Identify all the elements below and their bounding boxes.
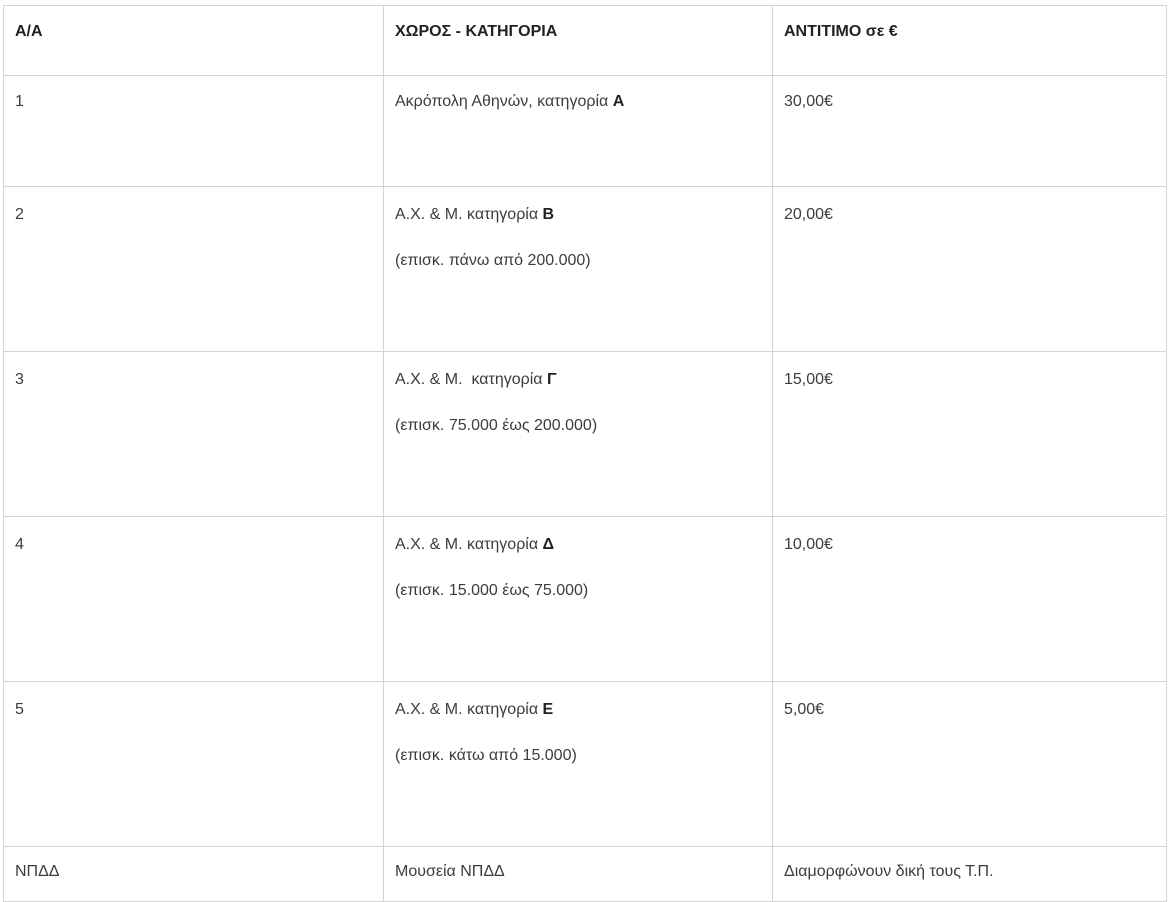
row-price: 30,00€ xyxy=(773,76,1167,187)
visitors-note: (επισκ. 75.000 έως 200.000) xyxy=(395,417,598,434)
row-number: ΝΠΔΔ xyxy=(4,847,384,902)
header-number: Α/Α xyxy=(4,6,384,76)
row-place xyxy=(384,682,773,847)
table-row xyxy=(4,76,1167,187)
row-number: 3 xyxy=(4,352,384,517)
row-place xyxy=(384,352,773,517)
place-label: Α.Χ. & Μ. κατηγορία xyxy=(395,206,543,223)
table-row xyxy=(4,517,1167,682)
category-letter: Ε xyxy=(542,701,554,718)
place-label: Α.Χ. & Μ. κατηγορία xyxy=(395,701,543,718)
table-header-row xyxy=(4,6,1167,76)
place-label: Μουσεία ΝΠΔΔ xyxy=(395,863,505,880)
row-number: 4 xyxy=(4,517,384,682)
table-row xyxy=(4,187,1167,352)
fee-table xyxy=(3,5,1167,902)
place-label: Ακρόπολη Αθηνών, κατηγορία xyxy=(395,93,613,110)
visitors-note: (επισκ. 15.000 έως 75.000) xyxy=(395,582,589,599)
row-place xyxy=(384,76,773,187)
row-place xyxy=(384,517,773,682)
category-letter: Β xyxy=(542,206,555,223)
place-label: Α.Χ. & Μ. κατηγορία xyxy=(395,536,543,553)
category-letter: Δ xyxy=(542,536,555,553)
category-letter: Α xyxy=(612,93,625,110)
header-price: ΑΝΤΙΤΙΜΟ σε € xyxy=(773,6,1167,76)
row-price: 20,00€ xyxy=(773,187,1167,352)
table-row xyxy=(4,682,1167,847)
row-number: 1 xyxy=(4,76,384,187)
visitors-note: (επισκ. κάτω από 15.000) xyxy=(395,747,577,764)
row-number: 5 xyxy=(4,682,384,847)
row-place xyxy=(384,187,773,352)
row-price: 15,00€ xyxy=(773,352,1167,517)
table-row xyxy=(4,847,1167,902)
row-price: Διαμορφώνουν δική τους Τ.Π. xyxy=(773,847,1167,902)
place-label: Α.Χ. & Μ. κατηγορία xyxy=(395,371,547,388)
header-place-category: ΧΩΡΟΣ - ΚΑΤΗΓΟΡΙΑ xyxy=(384,6,773,76)
category-letter: Γ xyxy=(546,371,557,388)
row-price: 10,00€ xyxy=(773,517,1167,682)
visitors-note: (επισκ. πάνω από 200.000) xyxy=(395,252,591,269)
row-number: 2 xyxy=(4,187,384,352)
row-place xyxy=(384,847,773,902)
row-price: 5,00€ xyxy=(773,682,1167,847)
table-row xyxy=(4,352,1167,517)
